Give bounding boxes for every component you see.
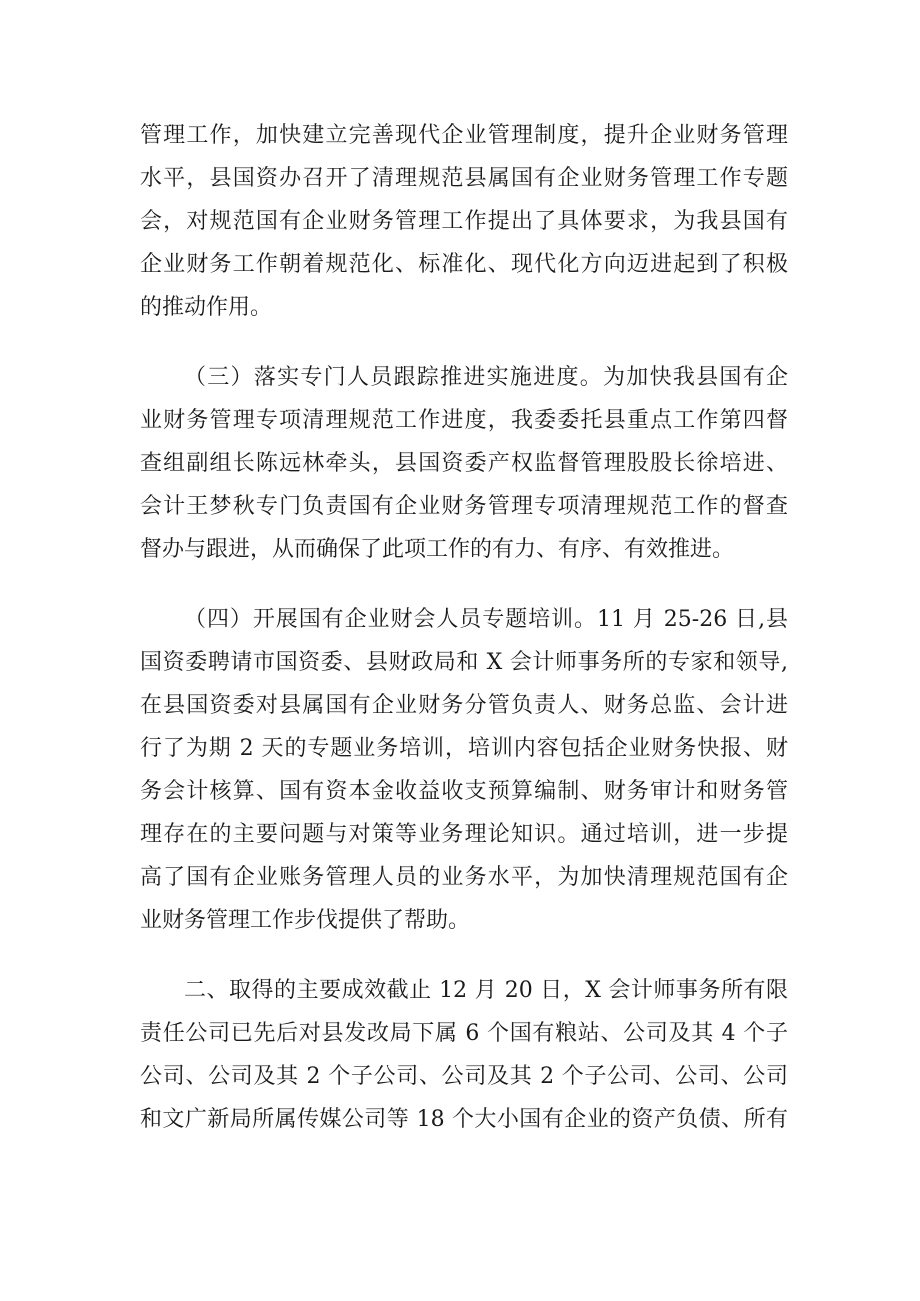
text-line: 理存在的主要问题与对策等业务理论知识。通过培训，进一步提	[140, 822, 788, 847]
text-line: 水平，县国资办召开了清理规范县属国有企业财务管理工作专题	[140, 166, 788, 191]
text-line: 和文广新局所属传媒公司等 18 个大小国有企业的资产负债、所有	[140, 1107, 788, 1132]
text-line: 二、取得的主要成效截止 12 月 20 日，X 会计师事务所有限	[184, 978, 788, 1003]
text-line: 企业财务工作朝着规范化、标准化、现代化方向迈进起到了积极	[140, 252, 788, 277]
text-line: 高了国有企业账务管理人员的业务水平，为加快清理规范国有企	[140, 865, 788, 890]
text-line: 督办与跟进，从而确保了此项工作的有力、有序、有效推进。	[140, 537, 735, 562]
text-line: 业财务管理工作步伐提供了帮助。	[140, 908, 471, 933]
text-line: 会，对规范国有企业财务管理工作提出了具体要求，为我县国有	[140, 209, 788, 234]
text-line: 务会计核算、国有资本金收益收支预算编制、财务审计和财务管	[140, 779, 788, 804]
text-line: 查组副组长陈远林牵头，县国资委产权监督管理股股长徐培进、	[140, 451, 788, 476]
text-line: 的推动作用。	[140, 295, 273, 320]
text-line: 行了为期 2 天的专题业务培训，培训内容包括企业财务快报、财	[140, 736, 788, 761]
text-line: 在县国资委对县属国有企业财务分管负责人、财务总监、会计进	[140, 693, 788, 718]
text-line: 业财务管理专项清理规范工作进度，我委委托县重点工作第四督	[140, 408, 788, 433]
text-line: 国资委聘请市国资委、县财政局和 X 会计师事务所的专家和领导,	[140, 650, 788, 675]
text-line: 会计王梦秋专门负责国有企业财务管理专项清理规范工作的督查	[140, 494, 788, 519]
text-line: （三）落实专门人员跟踪推进实施进度。为加快我县国有企	[184, 365, 788, 390]
text-line: （四）开展国有企业财会人员专题培训。11 月 25-26 日,县	[184, 607, 788, 632]
text-line: 责任公司已先后对县发改局下属 6 个国有粮站、公司及其 4 个子	[140, 1021, 789, 1046]
text-line: 管理工作，加快建立完善现代企业管理制度，提升企业财务管理	[140, 123, 788, 148]
text-line: 公司、公司及其 2 个子公司、公司及其 2 个子公司、公司、公司	[140, 1064, 788, 1089]
